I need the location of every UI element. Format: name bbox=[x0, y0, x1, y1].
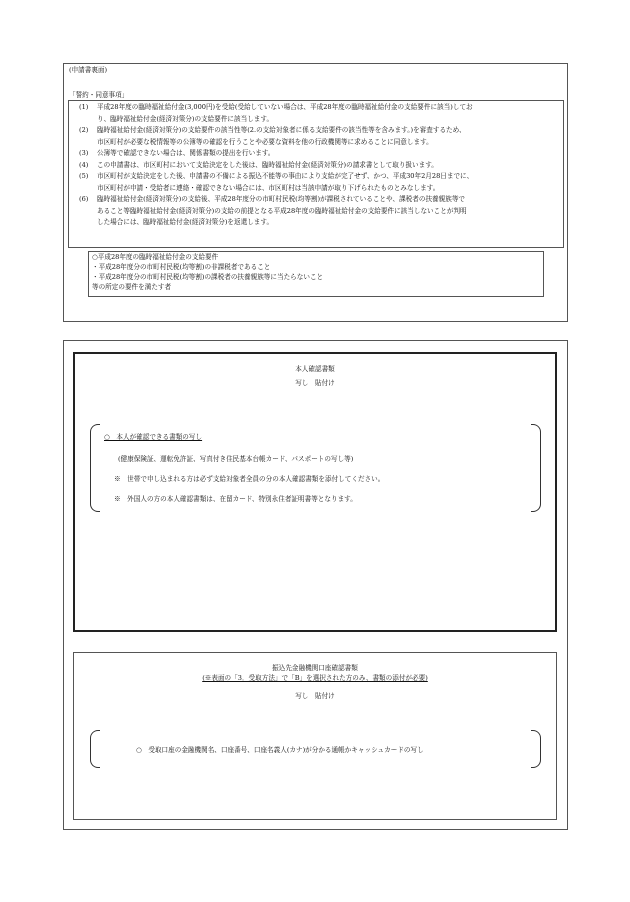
identity-section bbox=[73, 352, 557, 632]
header-label: (申請書裏面) bbox=[69, 66, 108, 74]
bracket-left bbox=[90, 730, 100, 768]
consent-item-number: (4) bbox=[79, 161, 89, 169]
bank-subtitle: 写し 貼付け bbox=[295, 692, 335, 700]
identity-item-title: ○ 本人が確認できる書類の写し bbox=[104, 433, 203, 441]
consent-item-text: 平成28年度の臨時福祉給付金(3,000円)を受給(受給していない場合は、平成28年度の臨時福祉給付金の支給要件に該当)してお bbox=[97, 103, 473, 111]
consent-title: 「誓約・同意事項」 bbox=[69, 91, 129, 99]
bracket-right bbox=[531, 730, 541, 768]
requirement-line: ・平成28年度分の市町村民税(均等割)の課税者の扶養親族等に当たらないこと bbox=[92, 273, 324, 281]
consent-item-text: した場合には、臨時福祉給付金(経済対策分)を返還します。 bbox=[97, 218, 274, 226]
bank-condition: (※表面の「3．受取方法」で「B」を選択された方のみ、書類の添付が必要) bbox=[202, 674, 428, 682]
consent-item-text: 公簿等で確認できない場合は、関係書類の提出を行います。 bbox=[97, 149, 275, 157]
consent-item-text: 市区町村が必要な税情報等の公簿等の確認を行うことや必要な資料を他の行政機関等に求めることに同意します。 bbox=[97, 137, 433, 146]
consent-item-number: (6) bbox=[79, 195, 89, 203]
consent-item-text: この申請書は、市区町村において支給決定をした後は、臨時福祉給付金(経済対策分)の請求書として取り扱います。 bbox=[97, 161, 438, 169]
identity-subtitle: 写し 貼付け bbox=[295, 379, 335, 387]
consent-item-number: (1) bbox=[79, 103, 89, 111]
identity-examples: (健康保険証、運転免許証、写真付き住民基本台帳カード、パスポートの写し等) bbox=[118, 455, 354, 463]
consent-item-number: (2) bbox=[79, 126, 89, 134]
consent-item-number: (3) bbox=[79, 149, 89, 157]
bank-item: ○ 受取口座の金融機関名、口座番号、口座名義人(カナ)が分かる通帳かキャッシュカードの写し bbox=[136, 746, 424, 754]
requirement-line: 等の所定の要件を満たす者 bbox=[92, 283, 172, 291]
requirement-line: ○平成28年度の臨時福祉給付金の支給要件 bbox=[92, 253, 219, 261]
consent-item-text: 臨時福祉給付金(経済対策分)の支給要件の該当性等(2.の支給対象者に係る支給要件の該当性等を含みます。)を審査するため、 bbox=[97, 126, 466, 134]
requirement-line: ・平成28年度分の市町村民税(均等割)の非課税者であること bbox=[92, 263, 271, 271]
identity-note-foreign: ※ 外国人の方の本人確認書類は、在留カード、特別永住者証明書等となります。 bbox=[114, 495, 357, 503]
identity-title: 本人確認書類 bbox=[295, 365, 335, 373]
consent-item-text: り、臨時福祉給付金(経済対策分)の支給要件に該当します。 bbox=[97, 114, 274, 123]
consent-item-text: あること等臨時福祉給付金(経済対策分)の支給の前提となる平成28年度の臨時福祉給付金の支給要件に該当しないことが判明 bbox=[97, 206, 467, 215]
consent-item-number: (5) bbox=[79, 172, 89, 180]
bracket-right bbox=[531, 424, 541, 512]
consent-item-text: 臨時福祉給付金(経済対策分)の支給後、平成28年度分の市町村民税(均等割)が課税されていることや、課税者の扶養親族等で bbox=[97, 195, 466, 203]
bank-title: 振込先金融機関口座確認書類 bbox=[272, 664, 358, 672]
consent-item-text: 市区町村が申請・受給者に連絡・確認できない場合には、市区町村は当該申請が取り下げられたものとみなします。 bbox=[97, 183, 440, 192]
bracket-left bbox=[90, 424, 100, 512]
consent-item-text: 市区町村が支給決定をした後、申請書の不備による振込不能等の事由により支給が完了せず、かつ、平成30年2月28日までに、 bbox=[97, 172, 474, 180]
identity-note-household: ※ 世帯で申し込まれる方は必ず支給対象者全員の分の本人確認書類を添付してください。 bbox=[114, 475, 385, 483]
